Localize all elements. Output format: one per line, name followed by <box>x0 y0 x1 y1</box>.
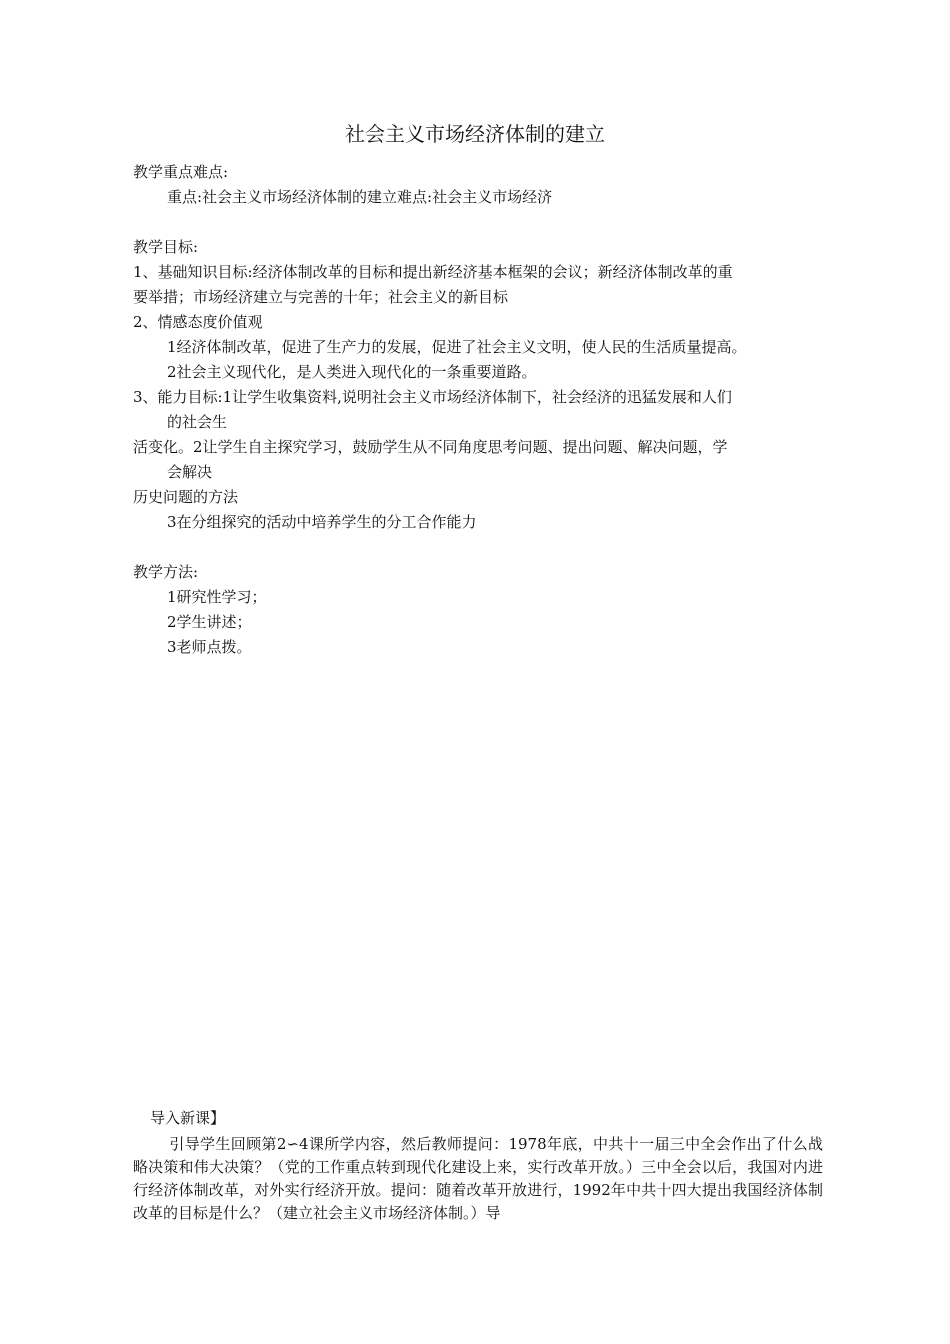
document-title: 社会主义市场经济体制的建立 <box>345 122 605 146</box>
objectives-heading: 教学目标: <box>133 238 199 256</box>
key-points-line: 重点:社会主义市场经济体制的建立难点:社会主义市场经济 <box>167 188 553 206</box>
objective-2-item-1: 1经济体制改革，促进了生产力的发展，促进了社会主义文明，使人民的生活质量提高。 <box>167 338 747 356</box>
objective-1-line-1: 1、基础知识目标:经济体制改革的目标和提出新经济基本框架的会议；新经济体制改革的重 <box>133 263 733 281</box>
objective-3-line-5: 历史问题的方法 <box>133 488 239 506</box>
key-points-heading: 教学重点难点: <box>133 163 229 181</box>
methods-heading: 教学方法: <box>133 563 199 581</box>
objective-3-line-3: 活变化。2让学生自主探究学习，鼓励学生从不同角度思考问题、提出问题、解决问题，学 <box>133 438 728 456</box>
objective-2-item-2: 2社会主义现代化，是人类进入现代化的一条重要道路。 <box>167 363 537 381</box>
intro-paragraph: 引导学生回顾第2∽4课所学内容，然后教师提问：1978年底，中共十一届三中全会作出了什么战略决策和伟大决策？（党的工作重点转到现代化建设上来，实行改革开放。）三中全会以后，我国对内进行经济体制改革，对外实行经济开放。提问：随着改革开放进行，1992年中共十四大提出我国经济体制改革的目标是什么？（建立社会主义市场经济体制。）导 <box>133 1135 823 1222</box>
intro-paragraph-block <box>133 1133 823 1225</box>
intro-heading: 导入新课】 <box>150 1109 226 1127</box>
objective-2-heading: 2、情感态度价值观 <box>133 313 263 331</box>
objective-3-line-4: 会解决 <box>167 463 213 481</box>
method-item: 3老师点拨。 <box>167 638 252 656</box>
method-item: 1研究性学习； <box>167 588 267 606</box>
objective-1-line-2: 要举措；市场经济建立与完善的十年；社会主义的新目标 <box>133 288 509 306</box>
objective-3-line-2: 的社会生 <box>167 413 228 431</box>
method-item: 2学生讲述； <box>167 613 252 631</box>
objective-3-item-3: 3在分组探究的活动中培养学生的分工合作能力 <box>167 513 477 531</box>
objective-3-line-1: 3、能力目标:1让学生收集资料,说明社会主义市场经济体制下，社会经济的迅猛发展和人们 <box>133 388 732 406</box>
